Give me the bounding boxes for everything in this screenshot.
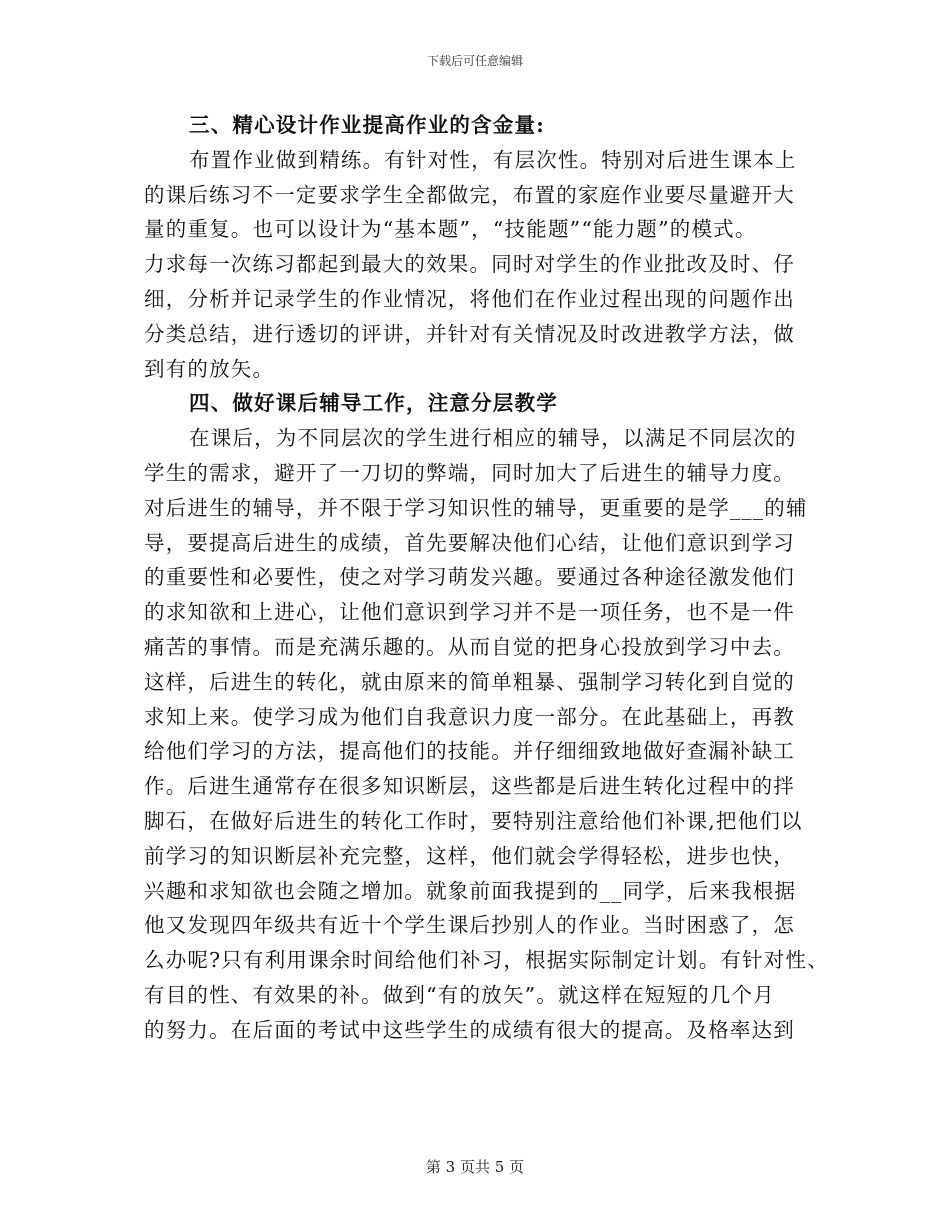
paragraph-line: 学生的需求，避开了一刀切的弊端，同时加大了后进生的辅导力度。 xyxy=(144,460,795,485)
paragraph-line: 力求每一次练习都起到最大的效果。同时对学生的作业批改及时、仔 xyxy=(144,252,795,277)
section-heading-3: 三、精心设计作业提高作业的含金量: xyxy=(189,113,545,137)
paragraph-line: 兴趣和求知欲也会随之增加。就象前面我提到的__同学，后来我根据 xyxy=(144,878,797,903)
paragraph-line: 在课后，为不同层次的学生进行相应的辅导，以满足不同层次的 xyxy=(189,426,797,451)
paragraph-line: 对后进生的辅导，并不限于学习知识性的辅导，更重要的是学___的辅 xyxy=(144,495,808,520)
paragraph-line: 到有的放矢。 xyxy=(144,356,275,381)
paragraph-line: 分类总结，进行透切的评讲，并针对有关情况及时改进教学方法，做 xyxy=(144,321,795,346)
section-heading-4: 四、做好课后辅导工作，注意分层教学 xyxy=(189,391,558,416)
document-body xyxy=(144,108,829,1048)
paragraph-line: 求知上来。使学习成为他们自我意识力度一部分。在此基础上，再教 xyxy=(144,704,795,729)
paragraph-line: 的重要性和必要性，使之对学习萌发兴趣。要通过各种途径激发他们 xyxy=(144,565,795,590)
paragraph-line: 量的重复。也可以设计为“基本题”，“技能题”“能力题”的模式。 xyxy=(144,217,757,242)
paragraph-line: 细，分析并记录学生的作业情况，将他们在作业过程出现的问题作出 xyxy=(144,286,795,311)
paragraph-line: 有目的性、有效果的补。做到“有的放矢”。就这样在短短的几个月 xyxy=(144,982,775,1007)
page-header: 下载后可任意编辑 xyxy=(426,54,523,68)
paragraph-line: 的努力。在后面的考试中这些学生的成绩有很大的提高。及格率达到 xyxy=(144,1017,795,1042)
paragraph-line: 他又发现四年级共有近十个学生课后抄别人的作业。当时困惑了，怎 xyxy=(144,913,795,938)
page-number: 第 3 页共 5 页 xyxy=(425,1158,525,1176)
paragraph-line: 给他们学习的方法，提高他们的技能。并仔细细致地做好查漏补缺工 xyxy=(144,739,795,764)
paragraph-line: 的求知欲和上进心，让他们意识到学习并不是一项任务，也不是一件 xyxy=(144,600,795,625)
paragraph-line: 导，要提高后进生的成绩，首先要解决他们心结，让他们意识到学习 xyxy=(144,530,795,555)
paragraph-line: 痛苦的事情。而是充满乐趣的。从而自觉的把身心投放到学习中去。 xyxy=(144,634,795,659)
paragraph-line: 前学习的知识断层补充完整，这样，他们就会学得轻松，进步也快， xyxy=(144,843,795,868)
paragraph-line: 作。后进生通常存在很多知识断层，这些都是后进生转化过程中的拌 xyxy=(144,774,795,799)
paragraph-line: 的课后练习不一定要求学生全都做完，布置的家庭作业要尽量避开大 xyxy=(144,182,795,207)
paragraph-line: 这样，后进生的转化，就由原来的简单粗暴、强制学习转化到自觉的 xyxy=(144,669,795,694)
paragraph-line: 布置作业做到精练。有针对性，有层次性。特别对后进生课本上 xyxy=(189,147,797,172)
paragraph-line: 脚石，在做好后进生的转化工作时，要特别注意给他们补课,把他们以 xyxy=(144,808,803,833)
paragraph-line: 么办呢?只有利用课余时间给他们补习，根据实际制定计划。有针对性、 xyxy=(144,948,829,973)
